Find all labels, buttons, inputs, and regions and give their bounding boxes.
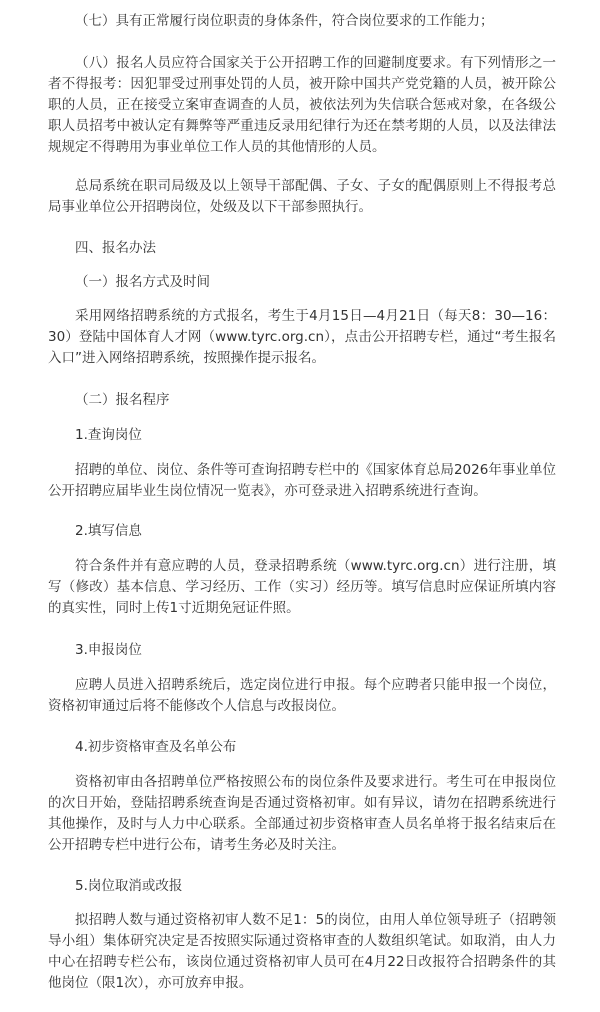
step-heading-cancel-change: 5.岗位取消或改报: [75, 878, 183, 894]
step-heading-fill-info: 2.填写信息: [75, 523, 142, 539]
paragraph-condition-7: （七）具有正常履行岗位职责的身体条件，符合岗位要求的工作能力；: [75, 13, 494, 29]
subheading-procedure: （二）报名程序: [75, 392, 170, 408]
paragraph-query: 招聘的单位、岗位、条件等可查询招聘专栏中的《国家体育总局2026年事业单位公开招聘应届毕业生岗位情况一览表》，亦可登录进入招聘系统进行查询。: [48, 462, 556, 499]
paragraph-fill-info: 符合条件并有意应聘的人员，登录招聘系统（www.tyrc.org.cn）进行注册，填写（修改）基本信息、学习经历、工作（实习）经历等。填写信息时应保证所填内容的真实性，同时上传1寸近期免冠证件照。: [48, 558, 556, 616]
section-heading-registration: 四、报名办法: [75, 240, 156, 256]
step-heading-preliminary-review: 4.初步资格审查及名单公布: [75, 739, 237, 755]
paragraph-preliminary-review: 资格初审由各招聘单位严格按照公布的岗位条件及要求进行。考生可在申报岗位的次日开始，登陆招聘系统查询是否通过资格初审。如有异议，请勿在招聘系统进行其他操作，及时与人力中心联系。全部通过初步资格审查人员名单将于报名结束后在公开招聘专栏中进行公布，请考生务必及时关注。: [48, 774, 556, 853]
paragraph-condition-8: （八）报名人员应符合国家关于公开招聘工作的回避制度要求。有下列情形之一者不得报考：因犯罪受过刑事处罚的人员，被开除中国共产党党籍的人员，被开除公职的人员，正在接受立案审查调查的人员，被依法列为失信联合惩戒对象，在各级公职人员招考中被认定有舞弊等严重违反录用纪律行为还在禁考期的人员，以及法律法规规定不得聘用为事业单位工作人员的其他情形的人员。: [48, 55, 556, 155]
step-heading-apply-post: 3.申报岗位: [75, 642, 142, 658]
paragraph-cancel-change: 拟招聘人数与通过资格初审人数不足1：5的岗位，由用人单位领导班子（招聘领导小组）集体研究决定是否按照实际通过资格审查的人数组织笔试。如取消，由人力中心在招聘专栏公布，该岗位通过资格初审人员可在4月22日改报符合招聘条件的其他岗位（限1次），亦可放弃申报。: [48, 912, 556, 991]
paragraph-apply-post: 应聘人员进入招聘系统后，选定岗位进行申报。每个应聘者只能申报一个岗位，资格初审通过后将不能修改个人信息与改报岗位。: [48, 677, 556, 714]
paragraph-cadre-relatives: 总局系统在职司局级及以上领导干部配偶、子女、子女的配偶原则上不得报考总局事业单位公开招聘岗位，处级及以下干部参照执行。: [48, 178, 556, 215]
paragraph-method-time: 采用网络招聘系统的方式报名，考生于4月15日—4月21日（每天8：30—16：30）登陆中国体育人才网（www.tyrc.org.cn），点击公开招聘专栏，通过“考生报名入口”进入网络招聘系统，按照操作提示报名。: [48, 308, 556, 366]
subheading-method-time: （一）报名方式及时间: [75, 274, 210, 290]
step-heading-query: 1.查询岗位: [75, 427, 142, 443]
